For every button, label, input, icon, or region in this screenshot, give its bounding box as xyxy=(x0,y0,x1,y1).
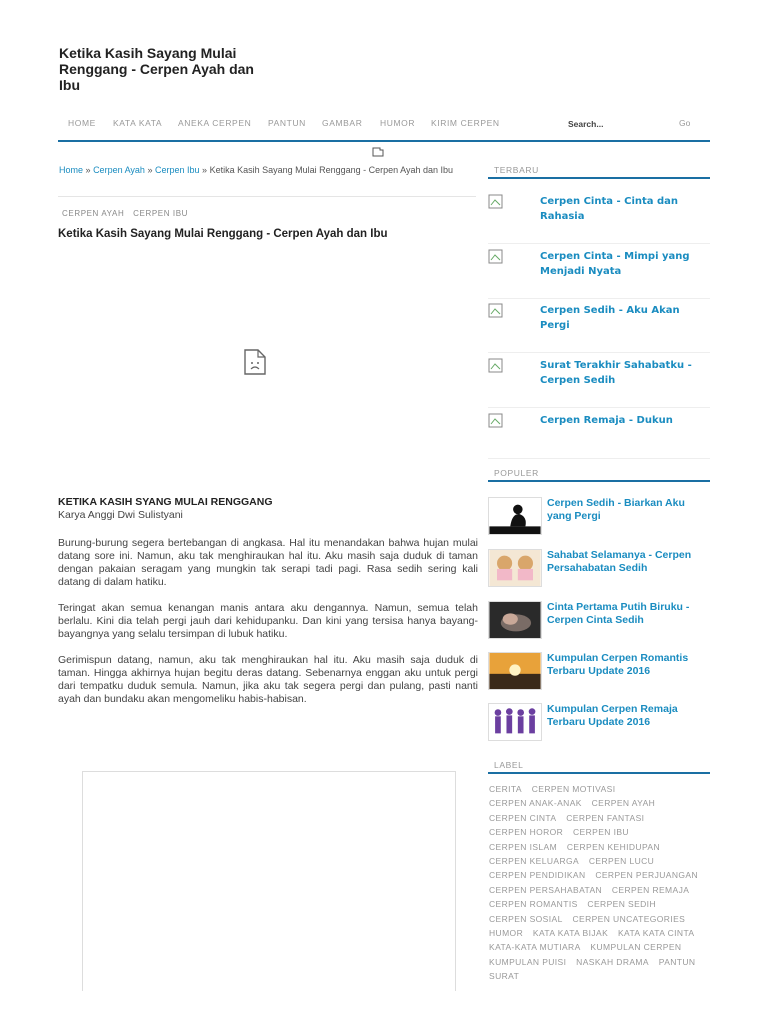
divider xyxy=(58,196,476,197)
popular-item[interactable] xyxy=(488,703,710,745)
breadcrumb xyxy=(59,164,474,176)
label-link[interactable]: KUMPULAN CERPEN xyxy=(590,942,682,953)
search-go-button[interactable]: Go xyxy=(679,118,691,128)
label-link[interactable]: HUMOR xyxy=(489,928,524,939)
recent-link[interactable]: Cerpen Cinta - Cinta dan Rahasia xyxy=(540,196,679,222)
article-paragraph: Gerimispun datang, namun, aku tak menghiraukan hal itu. Aku masih saja duduk di taman. Hingga akhirnya hujan begitu deras datang. Sebenarnya enggan aku untuk pergi dari tempatku duduk semula. Namun, jika aku tak segera pergi dan pulang, pasti nanti ayah dan bundaku akan mengomeliku habis-habisan. xyxy=(58,654,478,705)
thumbnail-image xyxy=(488,703,542,741)
tag-cerpen-ibu[interactable]: CERPEN IBU xyxy=(133,209,189,218)
recent-item[interactable] xyxy=(488,249,710,299)
label-link[interactable]: CERITA xyxy=(489,784,522,794)
recent-link[interactable]: Cerpen Remaja - Dukun xyxy=(540,415,673,426)
label-link[interactable]: KUMPULAN PUISI xyxy=(489,956,567,967)
label-link[interactable]: CERPEN REMAJA xyxy=(611,884,690,895)
article-heading: KETIKA KASIH SYANG MULAI RENGGANG xyxy=(58,496,273,508)
broken-image-icon xyxy=(488,413,504,429)
recent-link[interactable]: Cerpen Cinta - Mimpi yang Menjadi Nyata xyxy=(540,251,690,277)
label-link[interactable]: CERPEN PERJUANGAN xyxy=(595,870,698,881)
label-link[interactable]: PANTUN xyxy=(658,956,696,967)
label-link[interactable]: CERPEN LUCU xyxy=(588,856,655,867)
label-link[interactable]: CERPEN SOSIAL xyxy=(489,913,563,924)
label-link[interactable]: CERPEN PENDIDIKAN xyxy=(489,870,586,881)
article-paragraph: Burung-burung segera bertebangan di angkasa. Hal itu menandakan bahwa hujan mulai datang sore ini. Namun, aku tak menghiraukan hal itu. Aku masih saja duduk di taman dengan pakaian seragam yang mungkin tak serapi tadi pagi. Rasa sedih sering kali datang di dalam hatiku. xyxy=(58,537,478,588)
popular-item[interactable] xyxy=(488,497,710,539)
recent-item[interactable] xyxy=(488,194,710,244)
site-title[interactable]: Ketika Kasih Sayang Mulai Renggang - Cerpen Ayah dan Ibu xyxy=(59,45,254,93)
recent-item[interactable] xyxy=(488,413,710,459)
recent-item[interactable] xyxy=(488,358,710,408)
main-nav xyxy=(58,110,710,142)
recent-link[interactable]: Surat Terakhir Sahabatku - Cerpen Sedih xyxy=(540,360,692,386)
popular-item[interactable] xyxy=(488,549,710,591)
nav-home[interactable]: HOME xyxy=(68,118,96,128)
recent-link[interactable]: Cerpen Sedih - Aku Akan Pergi xyxy=(540,305,680,331)
popular-link[interactable]: Cinta Pertama Putih Biruku - Cerpen Cinta Sedih xyxy=(547,601,690,626)
broken-image-icon xyxy=(244,349,266,375)
breadcrumb-home[interactable]: Home xyxy=(59,165,84,175)
nav-gambar[interactable]: GAMBAR xyxy=(322,118,363,128)
label-link[interactable]: NASKAH DRAMA xyxy=(576,956,649,967)
label-cloud xyxy=(489,782,711,984)
label-link[interactable]: CERPEN HOROR xyxy=(489,827,564,838)
nav-aneka-cerpen[interactable]: ANEKA CERPEN xyxy=(178,118,252,128)
label-link[interactable]: CERPEN SEDIH xyxy=(587,899,656,910)
tag-cerpen-ayah[interactable]: CERPEN AYAH xyxy=(62,209,125,218)
search-input[interactable] xyxy=(568,115,678,133)
label-link[interactable]: KATA-KATA MUTIARA xyxy=(489,942,581,953)
post-title: Ketika Kasih Sayang Mulai Renggang - Cerpen Ayah dan Ibu xyxy=(58,228,388,240)
label-link[interactable]: CERPEN UNCATEGORIES xyxy=(572,913,686,924)
label-link[interactable]: CERPEN ANAK-ANAK xyxy=(489,798,582,809)
broken-image-icon xyxy=(488,249,504,265)
nav-pantun[interactable]: PANTUN xyxy=(268,118,306,128)
sidebar-recent-heading: TERBARU xyxy=(488,165,710,179)
label-link[interactable]: KATA KATA BIJAK xyxy=(532,928,609,939)
post-tags xyxy=(62,209,194,218)
sidebar-label-heading: LABEL xyxy=(488,760,710,774)
nav-humor[interactable]: HUMOR xyxy=(380,118,416,128)
thumbnail-image xyxy=(488,497,542,535)
nav-kata-kata[interactable]: KATA KATA xyxy=(113,118,163,128)
broken-image-icon xyxy=(488,194,504,210)
thumbnail-image xyxy=(488,652,542,690)
breadcrumb-current: Ketika Kasih Sayang Mulai Renggang - Cerpen Ayah dan Ibu xyxy=(209,165,454,175)
popular-link[interactable]: Cerpen Sedih - Biarkan Aku yang Pergi xyxy=(547,497,685,522)
breadcrumb-cerpen-ibu[interactable]: Cerpen Ibu xyxy=(154,165,200,175)
popular-item[interactable] xyxy=(488,601,710,643)
broken-image-icon xyxy=(488,358,504,374)
popular-link[interactable]: Kumpulan Cerpen Remaja Terbaru Update 2016 xyxy=(547,703,678,728)
thumbnail-image xyxy=(488,601,542,639)
breadcrumb-sep: » xyxy=(202,165,208,175)
popular-item[interactable] xyxy=(488,652,710,694)
breadcrumb-cerpen-ayah[interactable]: Cerpen Ayah xyxy=(93,165,145,175)
article-paragraph: Teringat akan semua kenangan manis antara aku dengannya. Namun, semua telah berlalu. Kini dia telah pergi jauh dari kehidupanku. Dan kini yang tersisa hanya bayang-bayangnya yang selalu tersimpan di lubuk hatiku. xyxy=(58,602,478,640)
article-body xyxy=(58,496,478,719)
nav-kirim-cerpen[interactable]: KIRIM CERPEN xyxy=(431,118,500,128)
popular-link[interactable]: Kumpulan Cerpen Romantis Terbaru Update 2016 xyxy=(547,652,689,677)
broken-image-icon xyxy=(488,303,504,319)
label-link[interactable]: CERPEN MOTIVASI xyxy=(531,784,616,794)
article-author: Karya Anggi Dwi Sulistyani xyxy=(58,509,183,521)
recent-item[interactable] xyxy=(488,303,710,353)
sidebar-popular-heading: POPULER xyxy=(488,468,710,482)
label-link[interactable]: CERPEN KELUARGA xyxy=(489,856,580,867)
label-link[interactable]: CERPEN KEHIDUPAN xyxy=(566,841,661,852)
label-link[interactable]: CERPEN FANTASI xyxy=(566,812,645,823)
breadcrumb-sep: » xyxy=(147,165,153,175)
label-link[interactable]: CERPEN IBU xyxy=(573,827,629,838)
label-link[interactable]: CERPEN AYAH xyxy=(591,798,656,809)
label-link[interactable]: KATA KATA CINTA xyxy=(617,928,695,939)
label-link[interactable]: CERPEN CINTA xyxy=(489,812,557,823)
thumbnail-image xyxy=(488,549,542,587)
label-link[interactable]: SURAT xyxy=(489,971,520,982)
label-link[interactable]: CERPEN ROMANTIS xyxy=(489,899,578,910)
embed-frame xyxy=(82,771,456,991)
breadcrumb-sep: » xyxy=(85,165,91,175)
label-link[interactable]: CERPEN PERSAHABATAN xyxy=(489,884,603,895)
popular-link[interactable]: Sahabat Selamanya - Cerpen Persahabatan Sedih xyxy=(547,549,692,574)
label-link[interactable]: CERPEN ISLAM xyxy=(489,841,558,852)
broken-image-icon xyxy=(372,146,384,158)
